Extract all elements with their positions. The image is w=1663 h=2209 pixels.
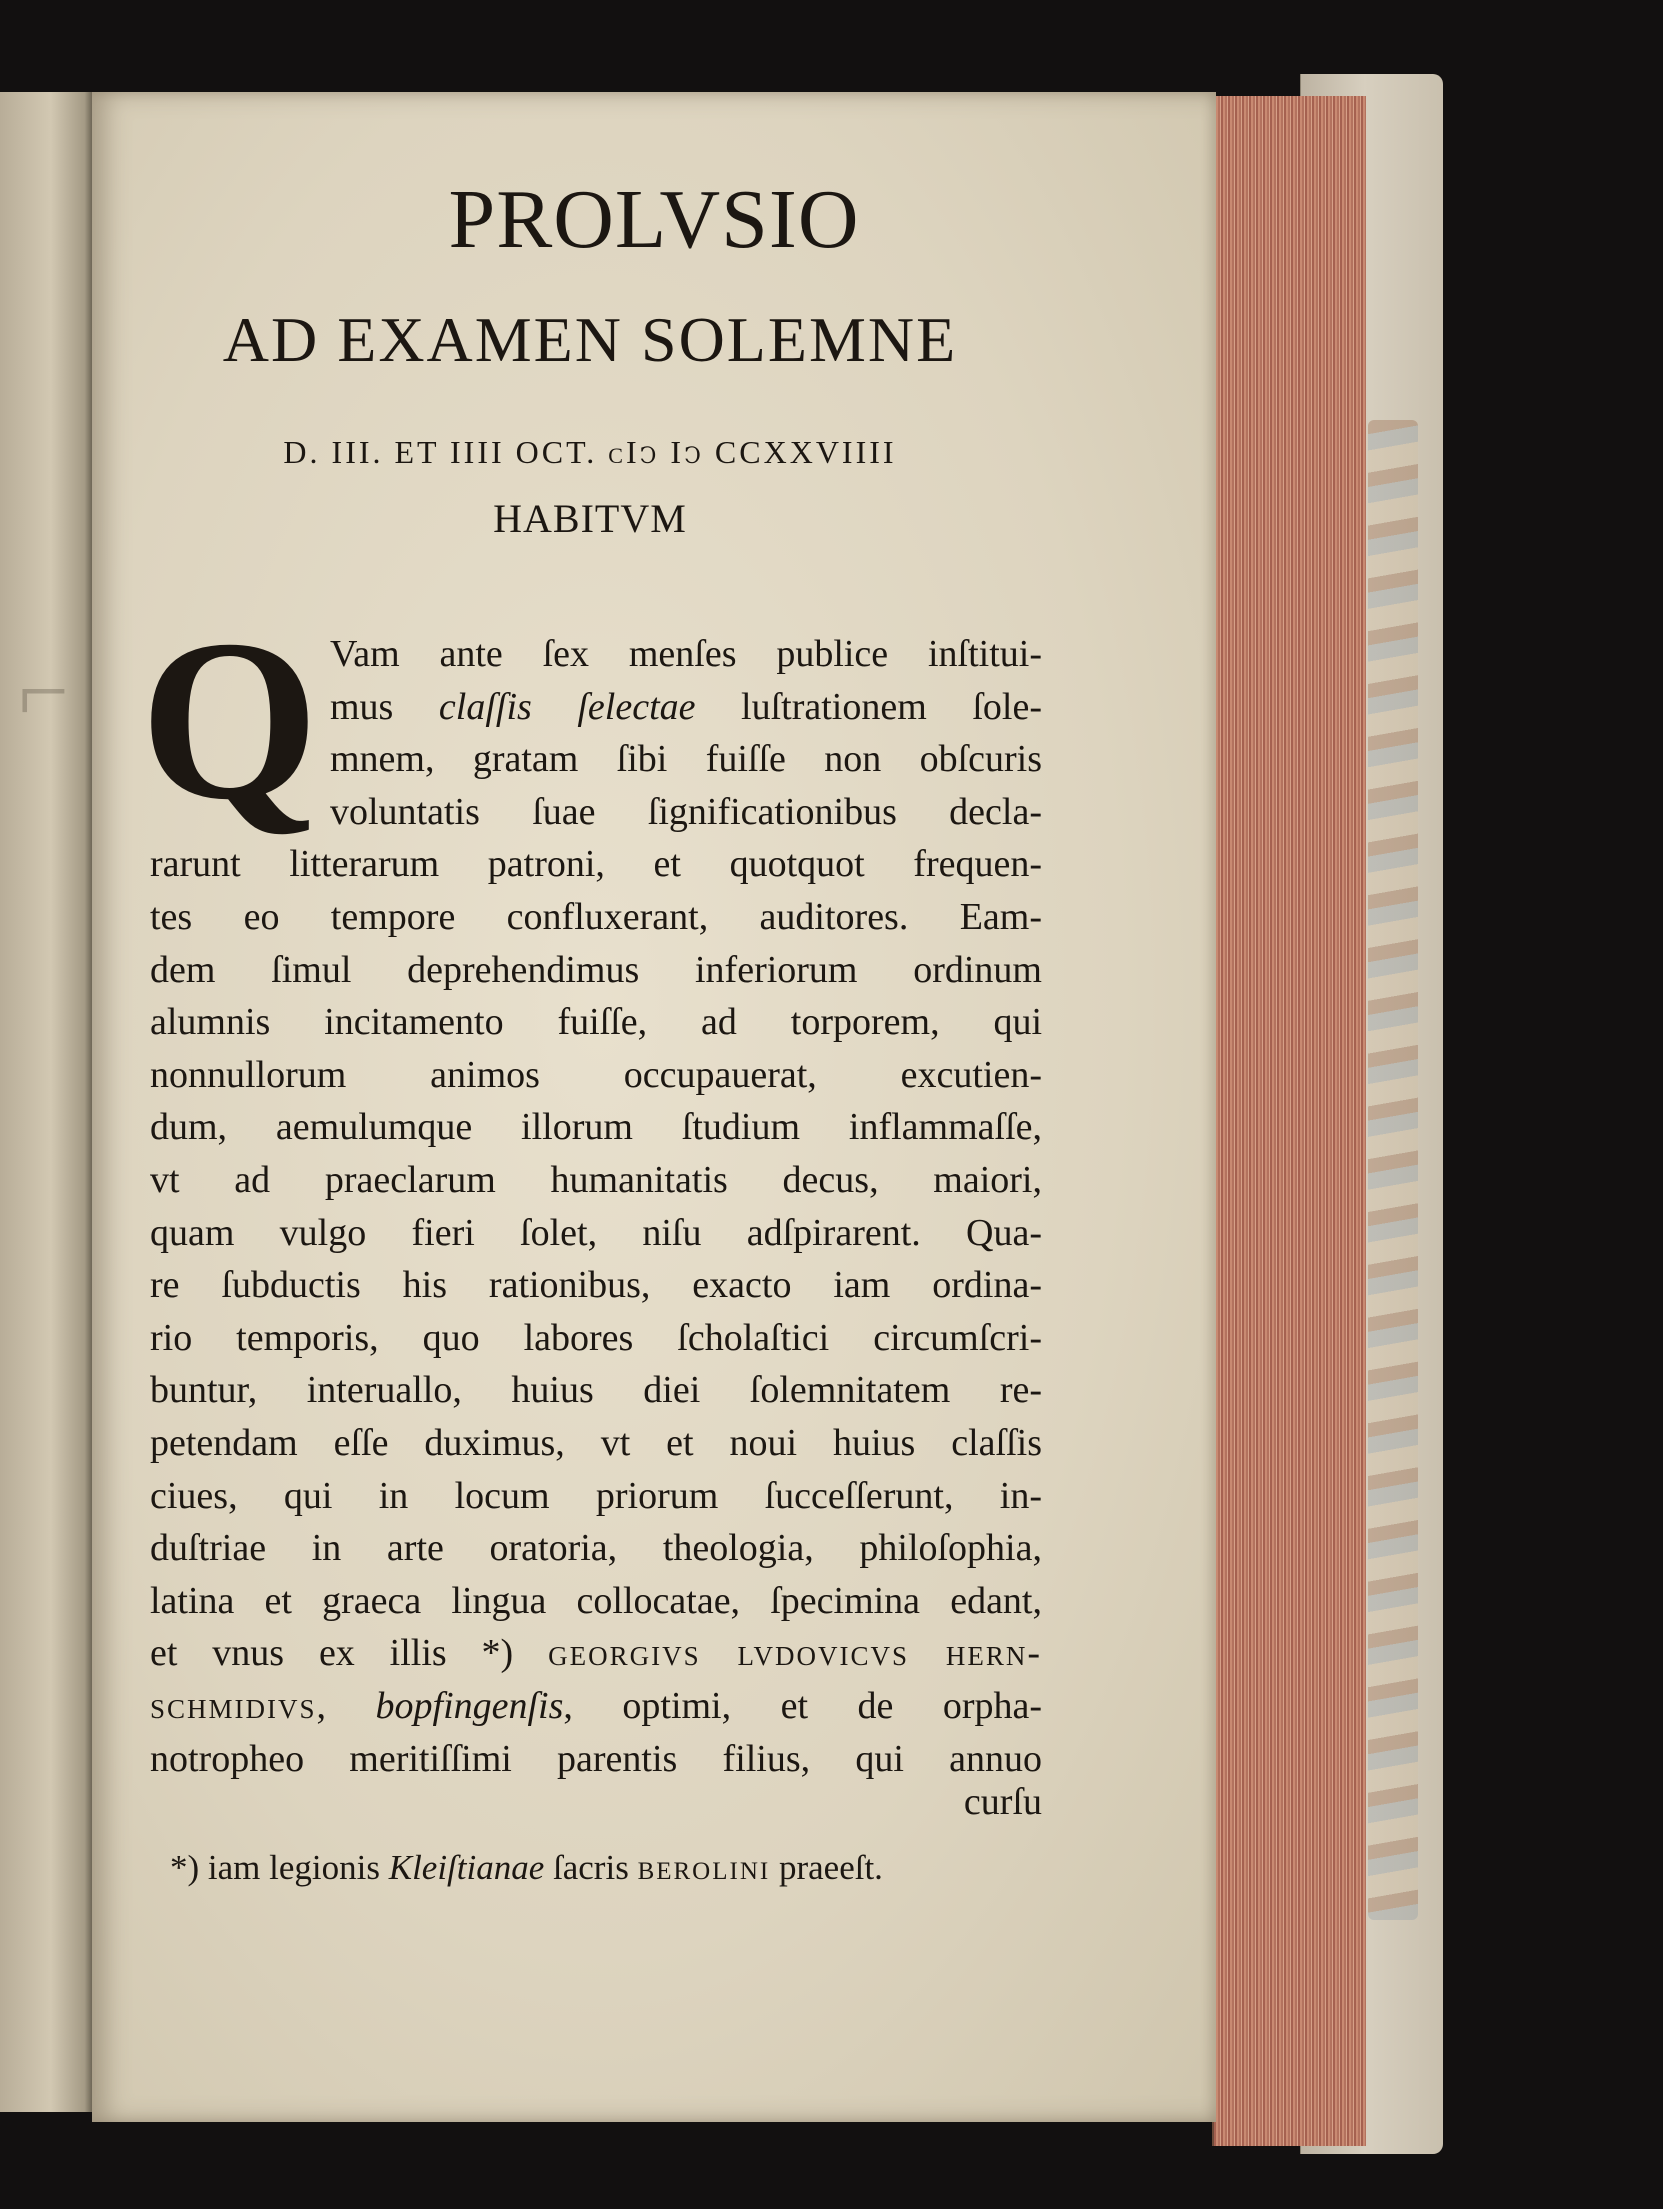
text-run: et vnus ex illis *) (150, 1632, 549, 1675)
text-run: quam vulgo fieri ſolet, niſu adſpirarent. Qua- (150, 1211, 1042, 1254)
text-run: rarunt litterarum patroni, et quotquot frequen- (150, 843, 1042, 886)
body-line (330, 632, 1042, 676)
text-run: , optimi, et de orpha- (563, 1685, 1043, 1727)
body-line (150, 1368, 1042, 1412)
body-line (150, 948, 1042, 992)
footnote (170, 1846, 1030, 1890)
text-run: mnem, gratam ſibi fuiſſe non obſcuris (330, 738, 1042, 781)
small-caps-text: georgivs lvdovicvs hern- (548, 1632, 1042, 1675)
text-run: nonnullorum animos occupauerat, excutien- (150, 1053, 1042, 1096)
body-line (150, 1526, 1042, 1570)
text-run: tes eo tempore confluxerant, auditores. Eam- (150, 896, 1042, 938)
catchword: curſu (963, 1781, 1042, 1823)
body-line (150, 1158, 1042, 1202)
body-line (150, 1579, 1042, 1623)
body-line (150, 1737, 1042, 1781)
italic-text: bopfingenſis (375, 1685, 564, 1727)
small-caps-text: schmidivs (150, 1685, 317, 1727)
italic-text: Kleiſtianae (388, 1848, 545, 1887)
body-line (150, 1105, 1042, 1149)
page-title: PROLVSIO (448, 173, 860, 266)
body-line (150, 1000, 1042, 1044)
body-line (330, 790, 1042, 834)
text-run: mus (330, 685, 439, 728)
text-run: vt ad praeclarum humanitatis decus, maiori, (150, 1159, 1042, 1201)
body-line (150, 1316, 1042, 1360)
text-run: praeeſt. (770, 1848, 883, 1887)
body-line (330, 685, 1042, 729)
page-fore-edge (1212, 96, 1366, 2146)
bleed-through-mark: ⌐ (18, 642, 69, 741)
text-run: petendam eſſe duximus, vt et noui huius claſſis (150, 1422, 1042, 1464)
text-run: luſtrationem ſole- (695, 685, 1042, 728)
small-caps-text: berolini (637, 1848, 771, 1887)
text-run: notropheo meritiſſimi parentis filius, qui annuo (150, 1737, 1042, 1780)
body-line (150, 842, 1042, 886)
text-run: buntur, interuallo, huius diei ſolemnitatem re- (150, 1369, 1042, 1412)
text-run: Vam ante ſex menſes publice inſtitui- (330, 633, 1042, 675)
drop-cap: Q (140, 592, 319, 847)
marbled-cover-pattern (1368, 420, 1418, 1920)
body-line (150, 1421, 1042, 1465)
text-run: latina et graeca lingua collocatae, ſpecimina edant, (150, 1579, 1042, 1622)
text-run: dum, aemulumque illorum ſtudium inflammaſſe, (150, 1106, 1042, 1149)
body-line (150, 1631, 1042, 1675)
date-line: D. III. ET IIII OCT. cIↄ Iↄ CCXXVIIII (283, 434, 897, 470)
body-line (150, 1211, 1042, 1255)
text-run: duſtriae in arte oratoria, theologia, philoſophia, (150, 1527, 1042, 1570)
body-line (150, 1263, 1042, 1307)
text-run: , (316, 1685, 376, 1727)
left-page-edge (0, 92, 94, 2112)
text-run: re ſubductis his rationibus, exacto iam ordina- (150, 1264, 1042, 1307)
habitum-heading: HABITVM (493, 496, 687, 541)
text-run: voluntatis ſuae ſignificationibus decla- (330, 790, 1042, 833)
body-line (150, 895, 1042, 939)
text-run: ciues, qui in locum priorum ſucceſſerunt, in- (150, 1474, 1042, 1517)
text-run: *) iam legionis (170, 1848, 389, 1887)
text-run: ſacris (544, 1848, 638, 1887)
text-run: alumnis incitamento fuiſſe, ad torporem, qui (150, 1001, 1042, 1044)
italic-text: claſſis ſelectae (438, 685, 696, 728)
text-run: rio temporis, quo labores ſcholaſtici circumſcri- (150, 1316, 1042, 1359)
text-run: dem ſimul deprehendimus inferiorum ordinum (150, 948, 1042, 991)
body-line (150, 1474, 1042, 1518)
body-line (330, 737, 1042, 781)
page-subtitle: AD EXAMEN SOLEMNE (222, 304, 958, 375)
body-line (150, 1684, 1042, 1728)
body-line (150, 1053, 1042, 1097)
